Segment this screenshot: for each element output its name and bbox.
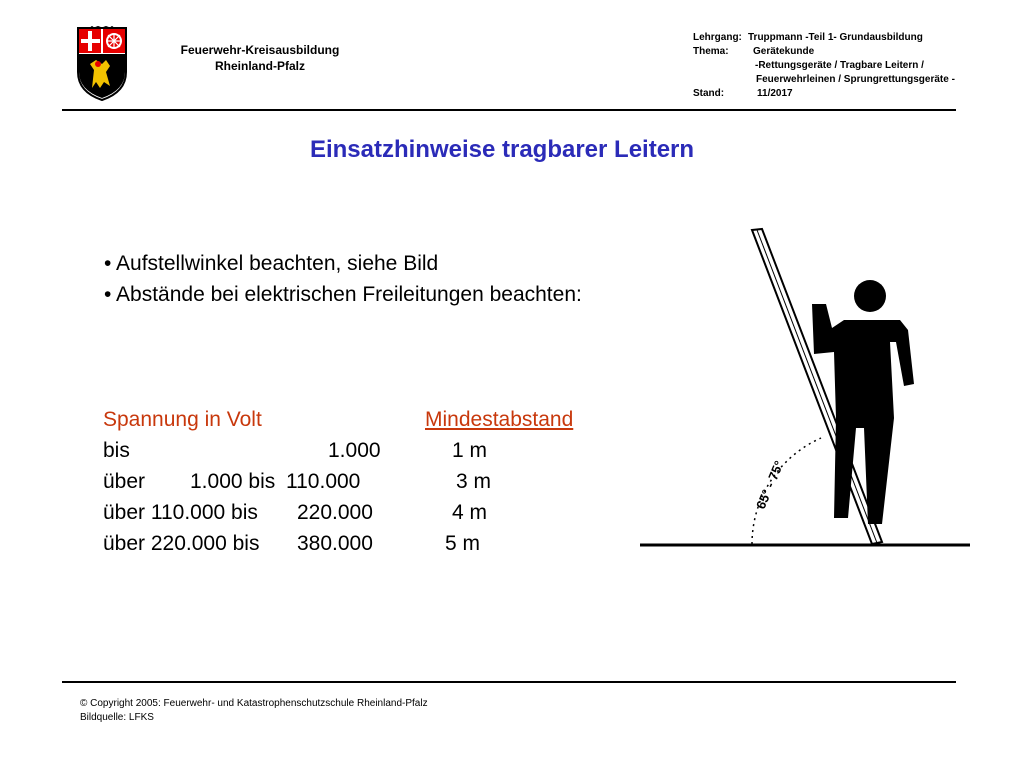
image-source-text: Bildquelle: LFKS (80, 712, 154, 723)
thema-value: Gerätekunde (753, 46, 815, 57)
rheinland-pfalz-coat-of-arms-icon (76, 26, 128, 102)
lehrgang-label: Lehrgang: (693, 32, 742, 43)
table-cell-voltage: 380.000 (297, 532, 373, 555)
table-cell-range: über 220.000 bis (103, 532, 260, 555)
organization-line-2: Rheinland-Pfalz (214, 59, 305, 73)
footer (80, 697, 428, 725)
ladder-angle-illustration (636, 222, 976, 558)
lehrgang-value: Truppmann -Teil 1- Grundausbildung (748, 32, 923, 43)
table-cell-range: über (103, 470, 146, 493)
table-cell-voltage: 110.000 (286, 470, 361, 493)
stand-label: Stand: (693, 88, 725, 99)
thema-label: Thema: (693, 46, 729, 57)
table-cell-range: über 110.000 bis (103, 501, 258, 524)
copyright-text: © Copyright 2005: Feuerwehr- und Katastrophenschutzschule Rheinland-Pfalz (80, 698, 428, 709)
table-cell-distance: 3 m (456, 470, 492, 493)
footer-divider (62, 681, 956, 683)
thema-line-2: -Rettungsgeräte / Tragbare Leitern / (755, 60, 924, 71)
table-cell-distance: 5 m (445, 532, 481, 555)
bullet-item-angle: • Aufstellwinkel beachten, siehe Bild (104, 252, 439, 275)
table-cell-range-from: 1.000 bis (190, 470, 276, 493)
table-cell-voltage: 220.000 (297, 501, 373, 524)
table-cell-voltage: 1.000 (328, 439, 381, 462)
bullet-item-distance: • Abstände bei elektrischen Freileitungen beachten: (104, 283, 582, 306)
table-cell-distance: 1 m (452, 439, 488, 462)
table-cell-range: bis (103, 439, 130, 462)
bullet-list (104, 248, 582, 310)
table-cell-distance: 4 m (452, 501, 488, 524)
angle-label: 65° - 75° (752, 458, 787, 512)
thema-line-3: Feuerwehrleinen / Sprungrettungsgeräte - (756, 74, 955, 85)
organization-line-1: Feuerwehr-Kreisausbildung (180, 43, 340, 57)
page-title: Einsatzhinweise tragbarer Leitern (309, 136, 695, 163)
header-mindestabstand: Mindestabstand (425, 408, 574, 431)
header-divider (62, 109, 956, 111)
organization-name (150, 42, 370, 74)
stand-value: 11/2017 (757, 88, 793, 99)
